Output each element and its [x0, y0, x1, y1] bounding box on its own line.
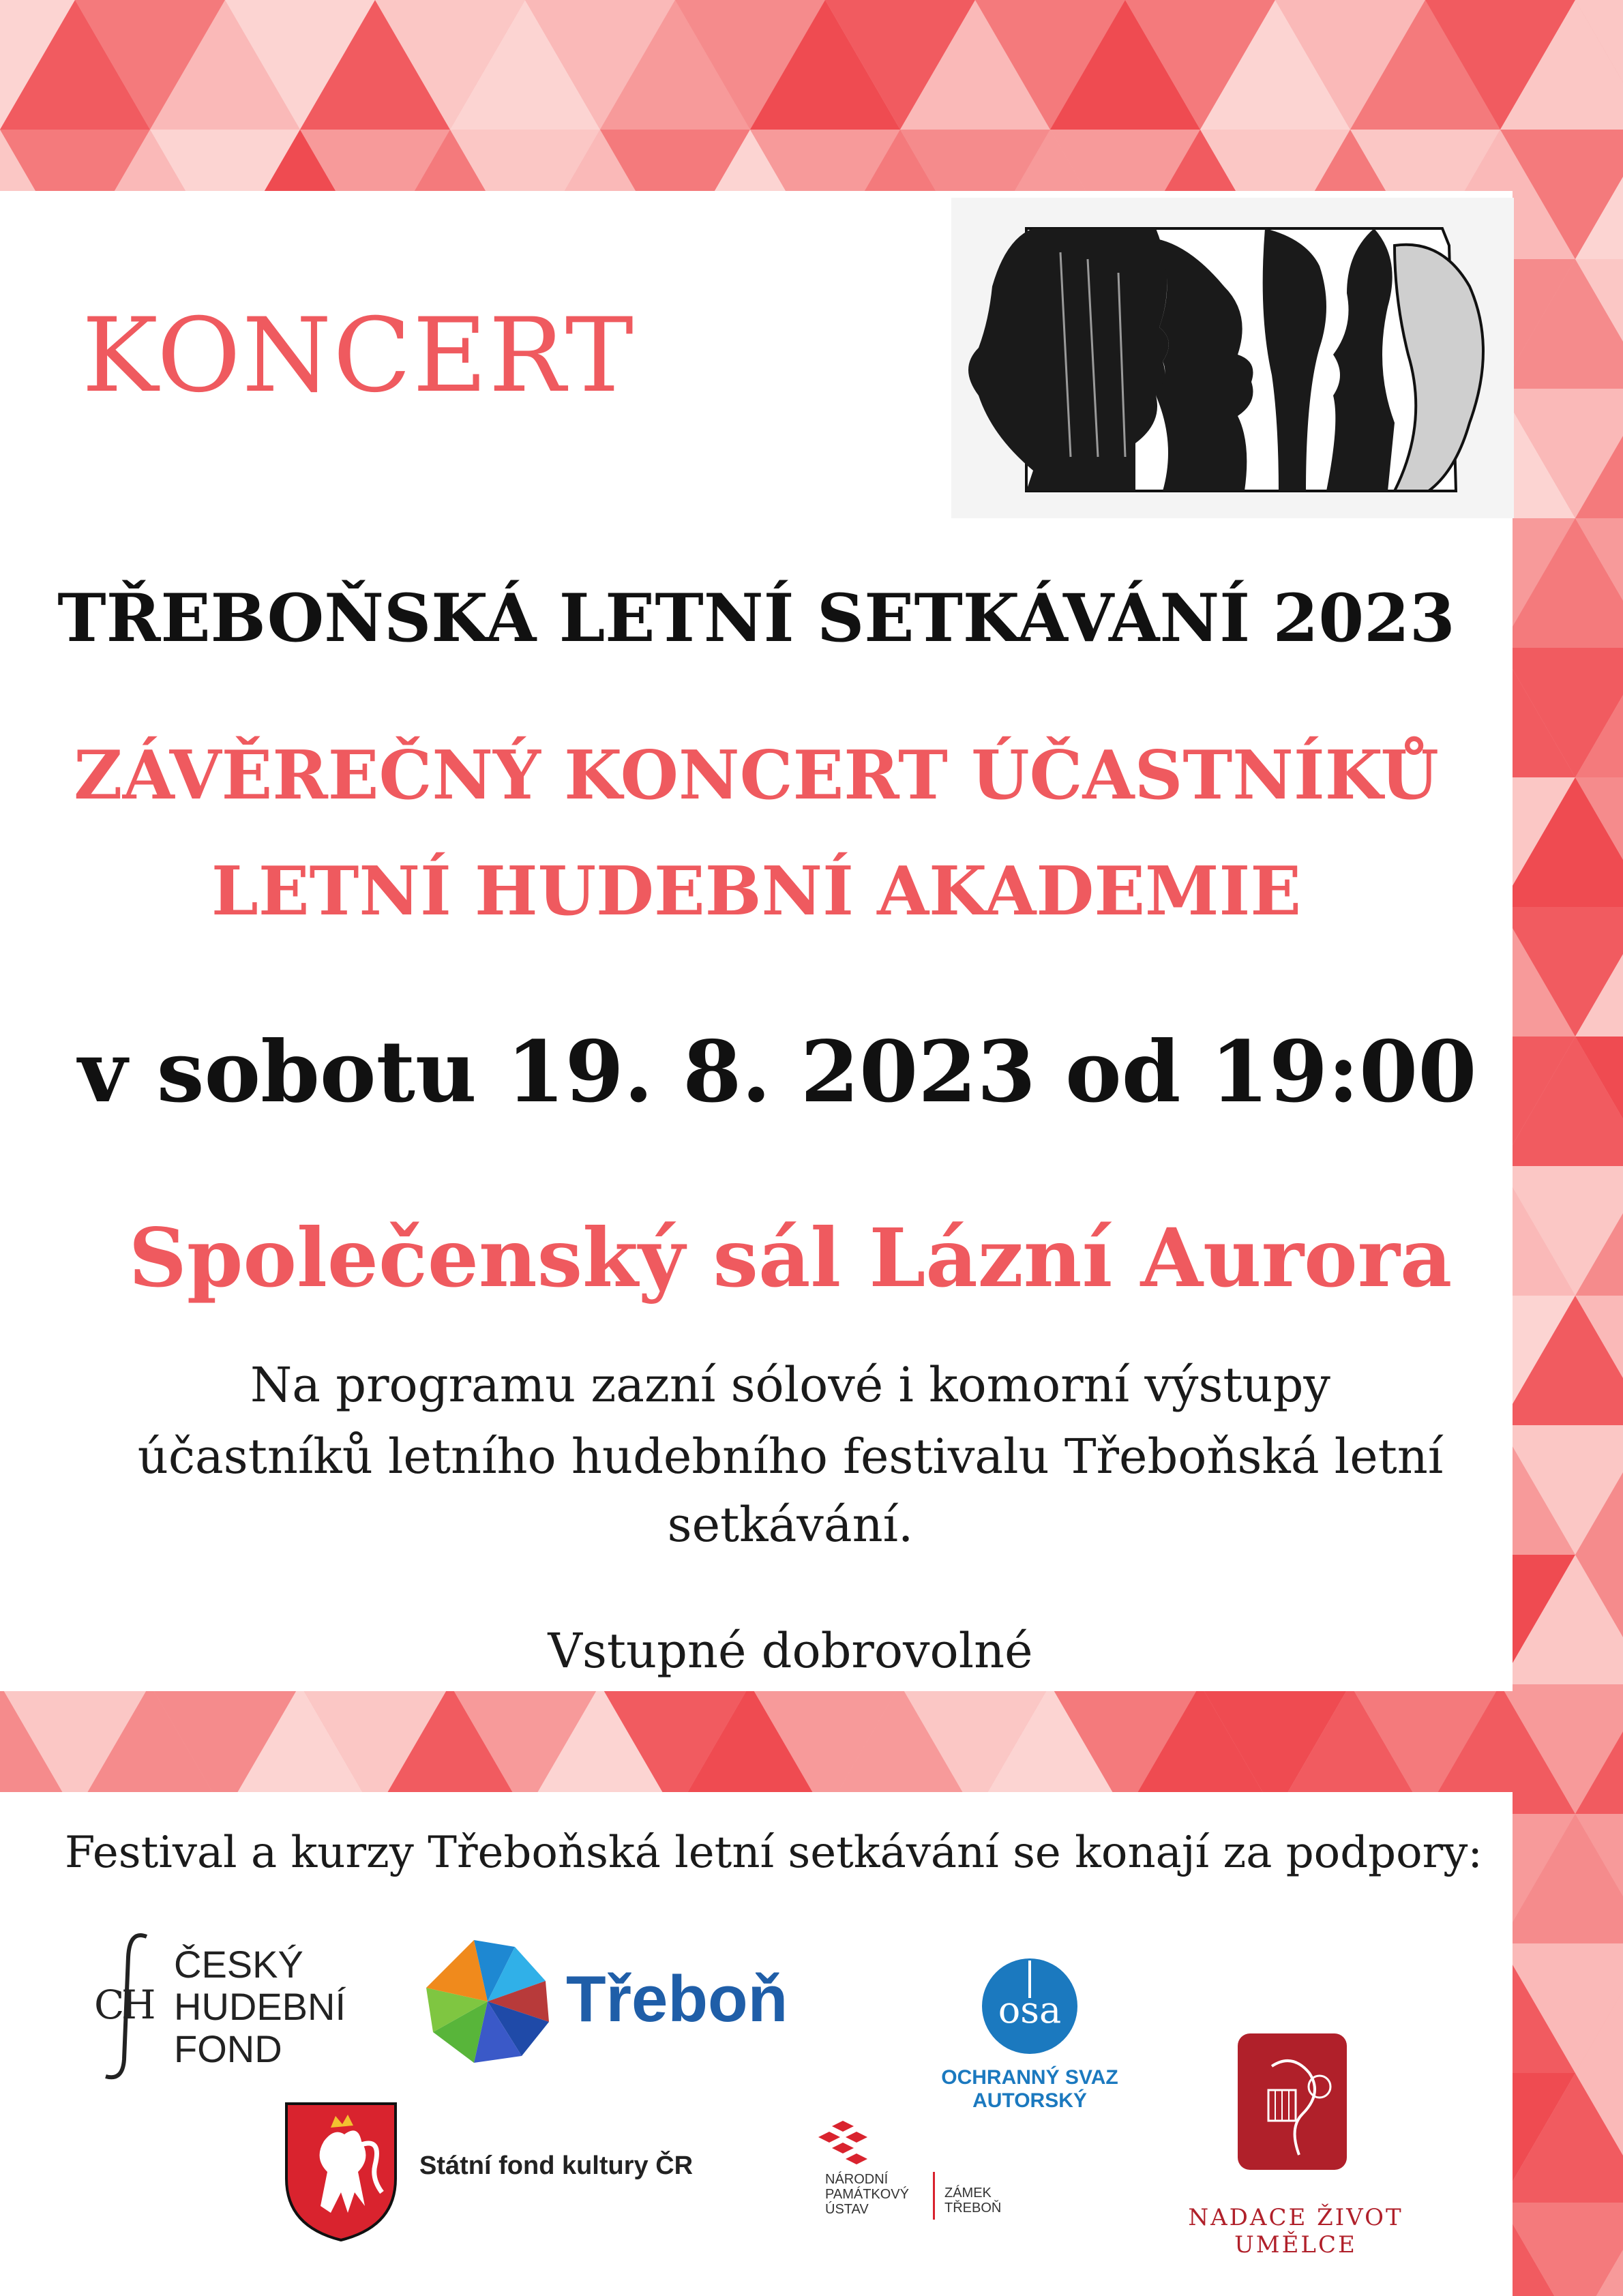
concert-subtitle-line-2: LETNÍ HUDEBNÍ AKADEMIE [211, 852, 1302, 931]
narodni-pamatkovy-ustav-logo [805, 2121, 1023, 2230]
trebon-wordmark: Třeboň [566, 1963, 788, 2036]
concert-date: v sobotu 19. 8. 2023 od 19:00 [78, 1023, 1477, 1122]
concert-heading: KONCERT [82, 297, 635, 415]
npu-text-line-2: PAMÁTKOVÝ [825, 2187, 909, 2202]
chf-emblem-icon [89, 1930, 170, 2083]
trebon-logo [419, 1933, 788, 2070]
svg-text:H: H [121, 1982, 156, 2028]
npu-text-line-3: ÚSTAV [825, 2202, 869, 2217]
sfk-wordmark: Státní fond kultury ČR [419, 2151, 694, 2180]
support-statement: Festival a kurzy Třeboňská letní setkávání se konají za podpory: [65, 1828, 1483, 1878]
program-description-line-1: Na programu zazní sólové i komorní výstupy [250, 1357, 1330, 1413]
program-description-line-3: setkávání. [667, 1497, 914, 1553]
osa-caption: OCHRANNÝ SVAZ AUTORSKÝ [941, 2066, 1118, 2112]
svg-text:osa: osa [998, 1988, 1062, 2031]
npu-text-line-1: NÁRODNÍ [825, 2172, 889, 2187]
nadace-emblem-icon [1125, 2025, 1466, 2196]
program-description-line-2: účastníků letního hudebního festivalu Třeboňská letní [137, 1429, 1444, 1485]
czech-lion-shield-icon [280, 2097, 402, 2243]
concert-venue: Společenský sál Lázní Aurora [128, 1210, 1453, 1305]
admission-info: Vstupné dobrovolné [548, 1623, 1033, 1679]
concert-subtitle-line-1: ZÁVĚREČNÝ KONCERT ÚČASTNÍKŮ [74, 736, 1439, 815]
trebon-pinwheel-icon [419, 1933, 556, 2070]
cesky-hudebni-fond-logo [89, 1930, 375, 2083]
faces-illustration [951, 198, 1514, 518]
npu-divider [933, 2172, 937, 2220]
chf-text-line-3: FOND [174, 2027, 282, 2070]
svg-text:C: C [94, 1982, 125, 2028]
npu-text-line-5: TŘEBOŇ [944, 2201, 1002, 2216]
nadace-zivot-umelce-logo [1125, 2025, 1466, 2258]
festival-title: TŘEBOŇSKÁ LETNÍ SETKÁVÁNÍ 2023 [57, 580, 1455, 657]
chf-text-line-2: HUDEBNÍ [174, 1985, 346, 2028]
statni-fond-kultury-logo [280, 2097, 716, 2243]
npu-diamond-icon [805, 2121, 887, 2168]
npu-text-line-4: ZÁMEK [944, 2186, 992, 2201]
nadace-caption: NADACE ŽIVOT UMĚLCE [1188, 2204, 1403, 2258]
chf-text-line-1: ČESKÝ [174, 1943, 303, 1986]
